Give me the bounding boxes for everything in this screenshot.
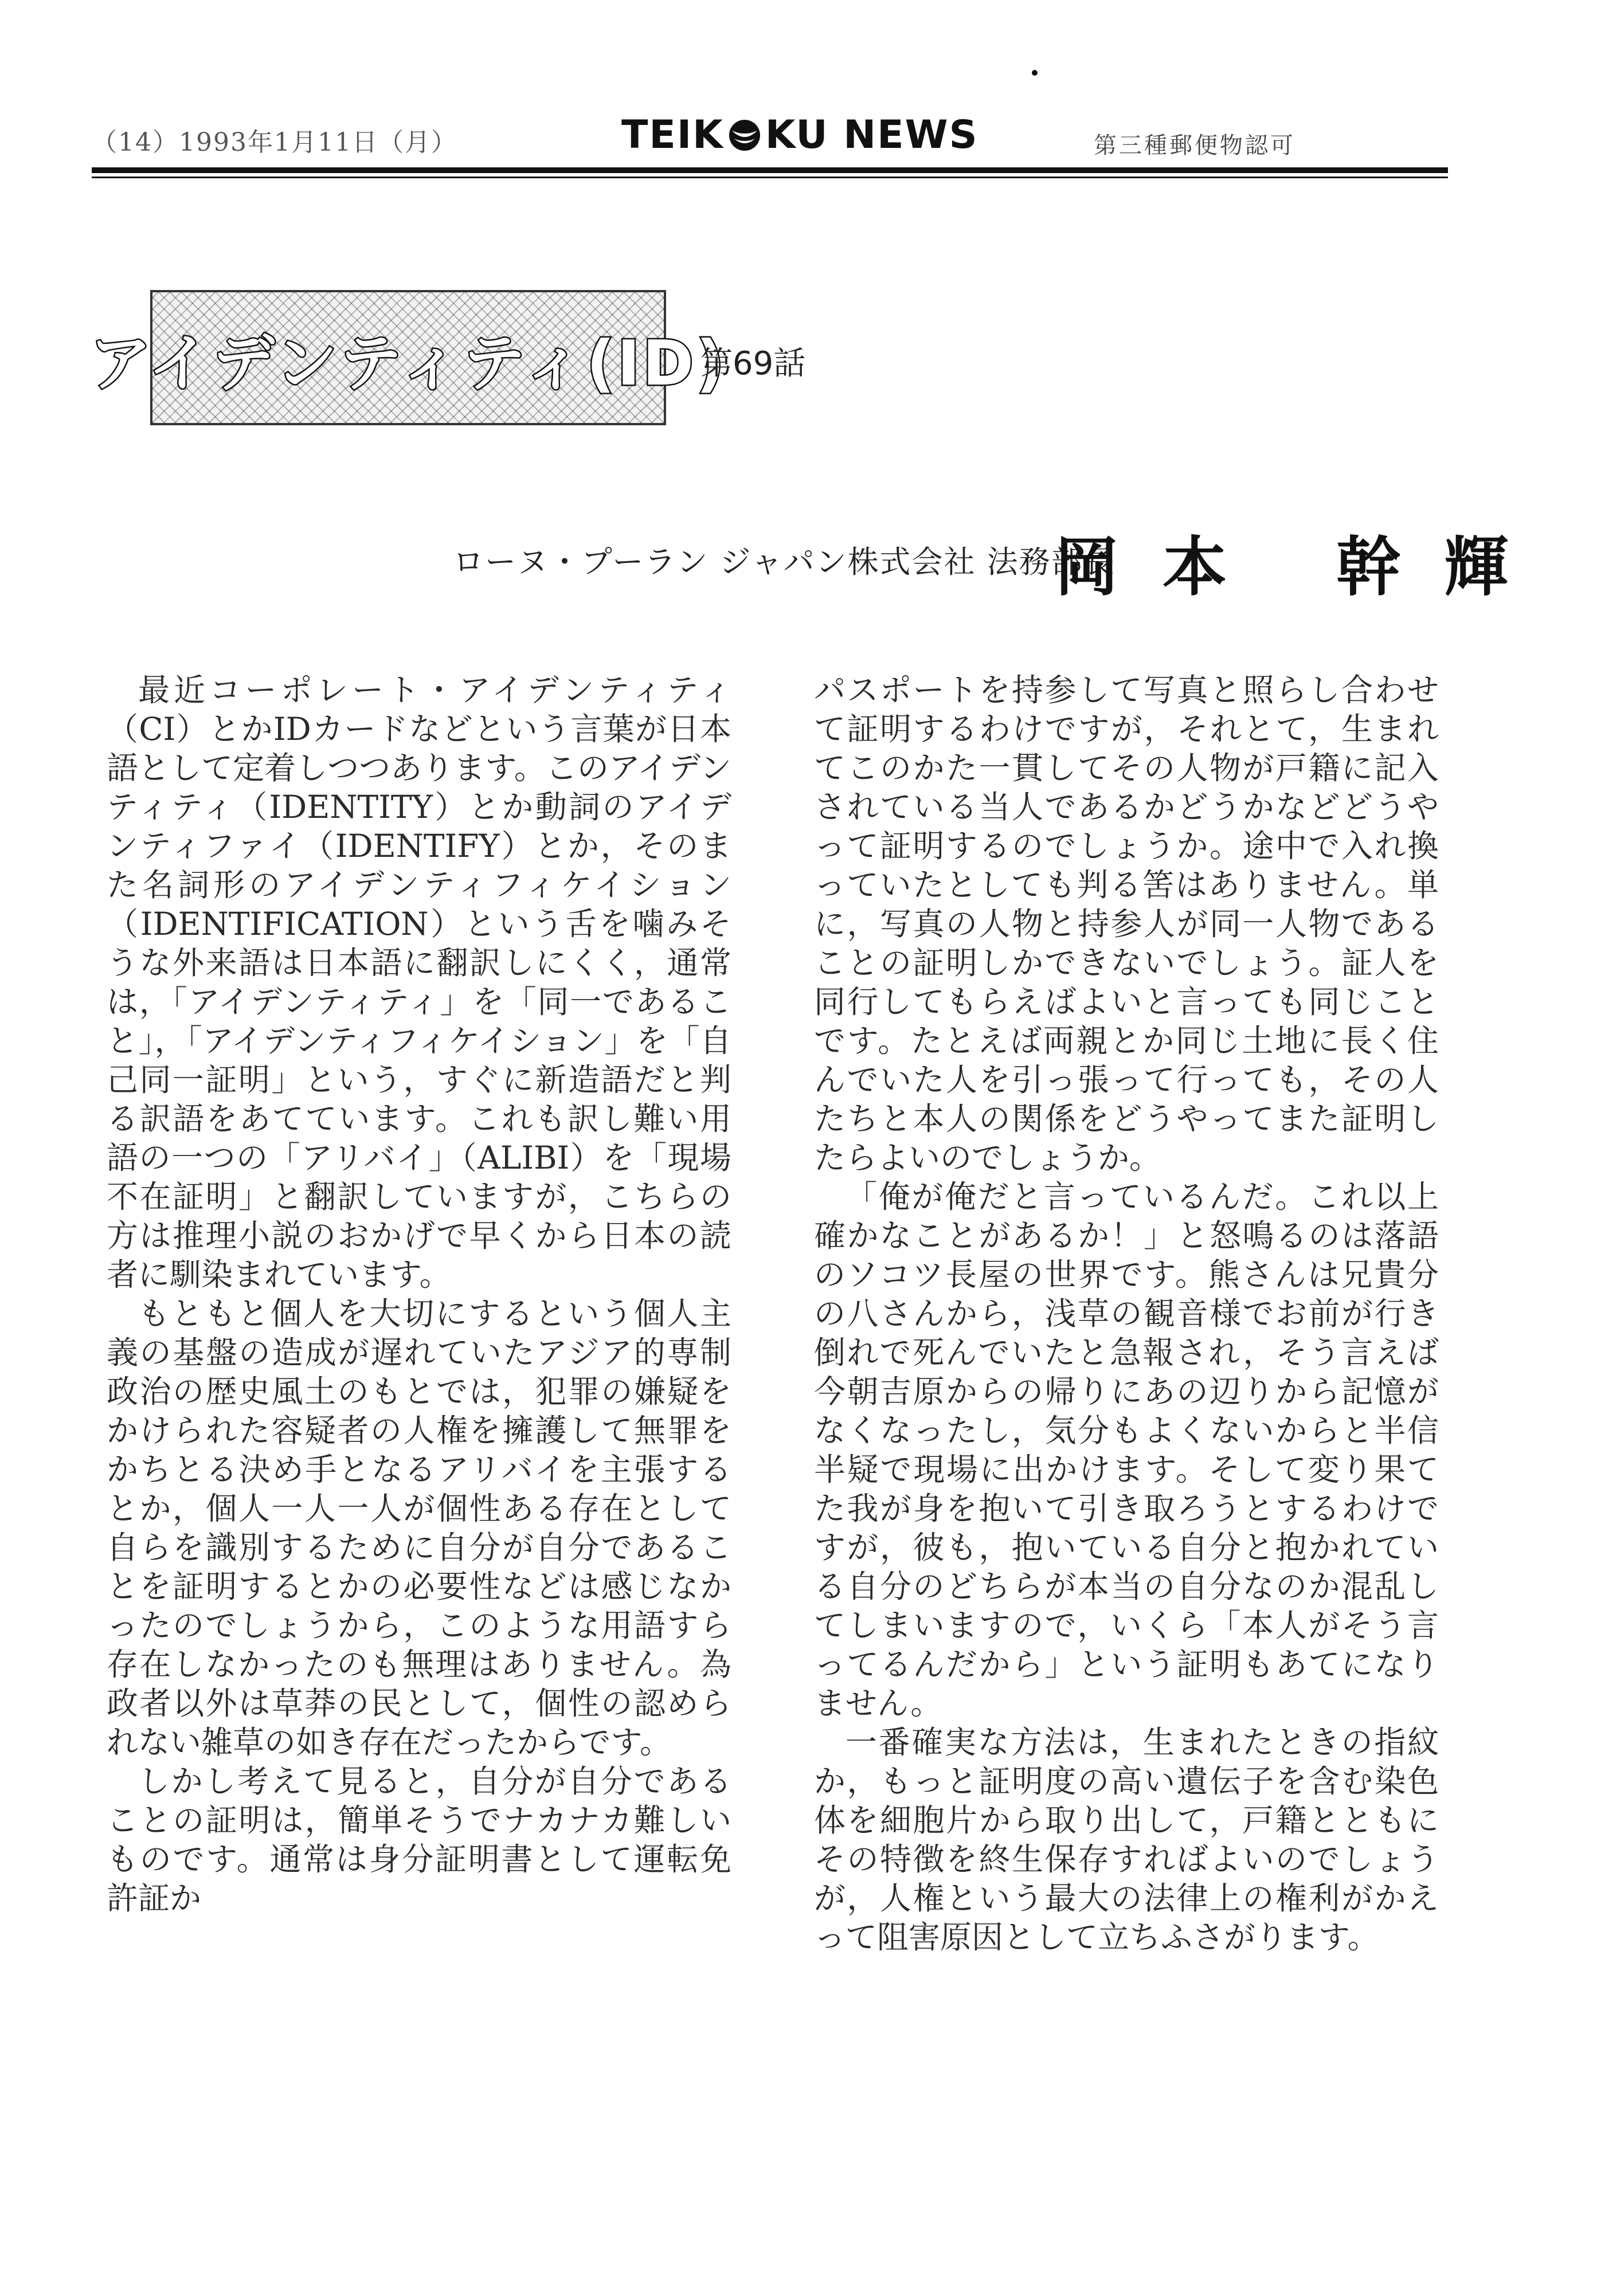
title-box [89,290,727,425]
postal-notice: 第三種郵便物認可 [1094,132,1295,159]
brand-text-end: KU NEWS [765,112,978,158]
paragraph: しかし考えて見ると，自分が自分であることの証明は，簡単そうでナカナカ難しいものです。通常は身分証明書として運転免許証か [107,1763,731,1917]
author-name: 岡本 幹輝 [1055,530,1552,605]
author-affiliation: ローヌ・プーラン ジャパン株式会社 法務部長 [453,544,1115,580]
byline [453,516,1552,605]
paragraph: もともと個人を大切にするという個人主義の基盤の造成が遅れていたアジア的専制政治の歴史風土のもとでは，犯罪の嫌疑をかけられた容疑者の人権を擁護して無罪をかちとる決め手となるアリバイを主張するとか，個人一人一人が個性ある存在として自らを識別するために自分が自分であることを証明するとかの必要性などは感じなかったのでしょうから，このような用語すら存在しなかったのも無理はありません。為政者以外は草莽の民として，個性の認められない雑草の如き存在だったからです。 [107,1295,731,1761]
brand-text-start: TEIK [621,112,724,158]
paragraph: 「俺が俺だと言っているんだ。これ以上確かなことがあるか！」と怒鳴るのは落語のソコツ長屋の世界です。熊さんは兄貴分の八さんから，浅草の観音様でお前が行き倒れで死んでいたと急報され，そう言えば今朝吉原からの帰りにあの辺りから記憶がなくなったし，気分もよくないからと半信半疑で現場に出かけます。そして変り果てた我が身を抱いて引き取ろうとするわけですが，彼も，抱いている自分と抱かれている自分のどちらが本当の自分なのか混乱してしまいますので，いくら「本人がそう言ってるんだから」という証明もあてになりません。 [814,1178,1439,1722]
body-column-left [107,671,731,1918]
episode-number: 第69話 [700,345,806,382]
paragraph: 最近コーポレート・アイデンティティ（CI）とかIDカードなどという言葉が日本語として定着しつつあります。このアイデンティティ（IDENTITY）とか動詞のアイデンティファイ（IDENTIFY）とか，そのまた名詞形のアイデンティフィケイション（IDENTIFICATION）という舌を噛みそうな外来語は日本語に翻訳しにくく，通常は，「アイデンティティ」を「同一であること」，「アイデンティフィケイション」を「自己同一証明」という，すぐに新造語だと判る訳語をあてています。これも訳し難い用語の一つの「アリバイ」（ALIBI）を「現場不在証明」と翻訳していますが，こちらの方は推理小説のおかげで早くから日本の読者に馴染まれています。 [107,672,731,1293]
header-rule-thin [92,177,1448,178]
header-rule-thick [92,167,1448,173]
body-column-right [814,671,1439,1957]
paragraph: パスポートを持参して写真と照らし合わせて証明するわけですが，それとて，生まれてこのかた一貫してその人物が戸籍に記入されている当人であるかどうかなどどうやって証明するのでしょうか。途中で入れ換っていたとしても判る筈はありません。単に，写真の人物と持参人が同一人物であることの証明しかできないでしょう。証人を同行してもらえばよいと言っても同じことです。たとえば両親とか同じ土地に長く住んでいた人を引っ張って行っても，その人たちと本人の関係をどうやってまた証明したらよいのでしょうか。 [814,672,1439,1176]
speck-mark [1032,70,1038,76]
brand-logo [621,112,978,158]
article-title: アイデンティティ(ID) [89,327,727,399]
paragraph: 一番確実な方法は，生まれたときの指紋か，もっと証明度の高い遺伝子を含む染色体を細胞片から取り出して，戸籍とともにその特徴を終生保存すればよいのでしょうが，人権という最大の法律上の権利がかえって阻害原因として立ちふさがります。 [814,1724,1439,1956]
issue-date: （14）1993年1月11日（月） [92,128,457,157]
globe-logo-icon [727,118,762,152]
